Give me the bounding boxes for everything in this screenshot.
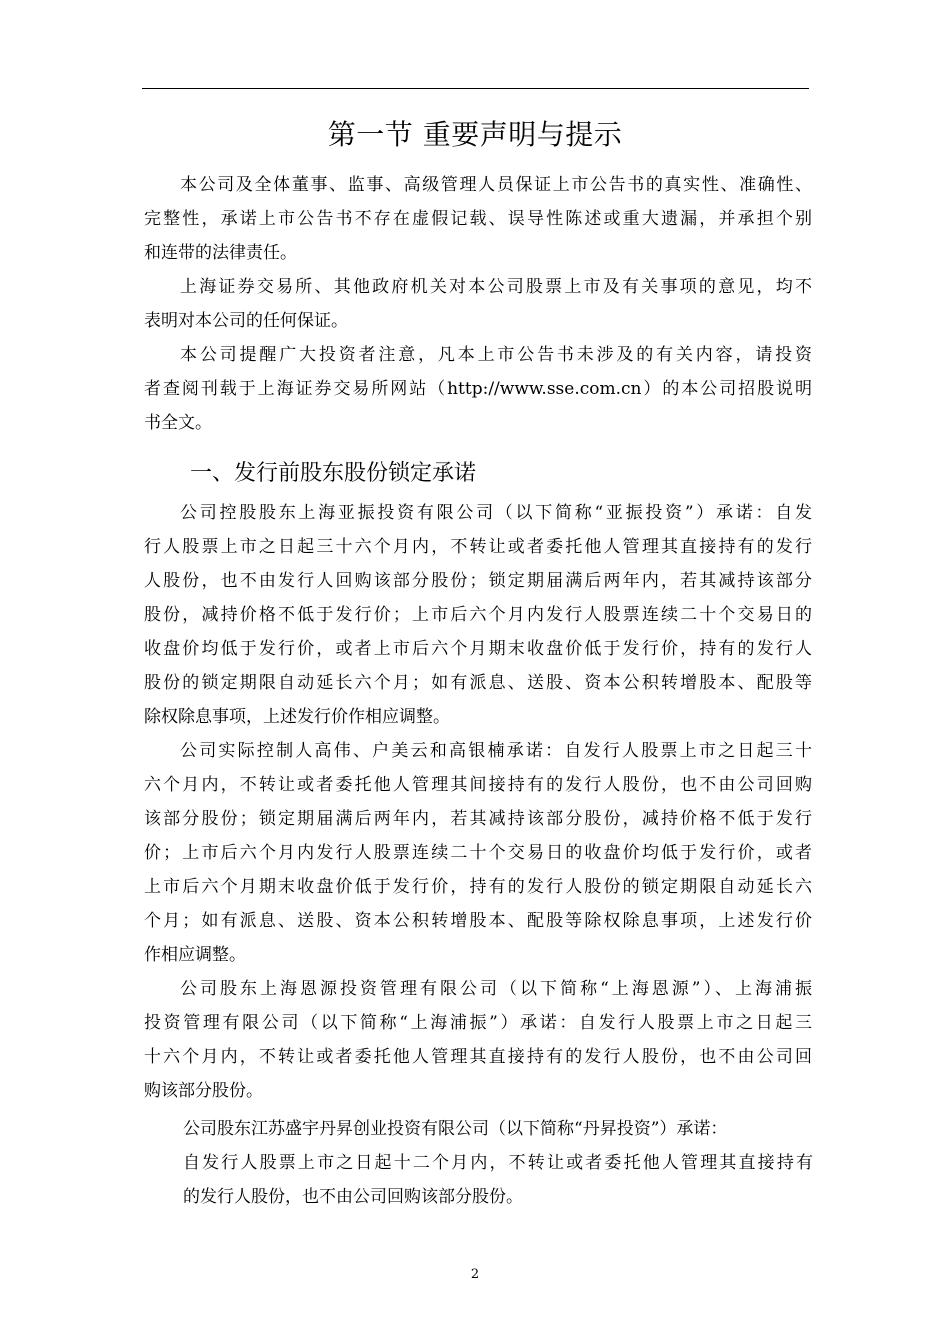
declaration-paragraph-sse: [144, 270, 812, 338]
header-rule: [142, 88, 809, 89]
paragraph-line: 书全文。: [144, 413, 212, 433]
paragraph-line: 人股份，也不由发行人回购该部分股份；锁定期届满后两年内，若其减持该部分: [144, 571, 812, 591]
declaration-paragraph-reminder: [144, 338, 812, 440]
paragraph-line: 完整性，承诺上市公告书不存在虚假记载、误导性陈述或重大遗漏，并承担个别: [144, 209, 812, 229]
paragraph-line: 收盘价均低于发行价，或者上市后六个月期末收盘价低于发行价，持有的发行人: [144, 639, 812, 659]
paragraph-line: 公司控股股东上海亚振投资有限公司（以下简称“亚振投资”）承诺：自发: [180, 503, 812, 523]
paragraph-line: 除权除息事项，上述发行价作相应调整。: [144, 707, 450, 727]
paragraph-line: 的发行人股份，也不由公司回购该部分股份。: [183, 1187, 523, 1207]
paragraph-line: 作相应调整。: [144, 945, 246, 965]
commitment-paragraph-actual-controller: [144, 734, 812, 972]
paragraph-line: 六个月内，不转让或者委托他人管理其间接持有的发行人股份，也不由公司回购: [144, 775, 812, 795]
paragraph-line: 和连带的法律责任。: [144, 243, 297, 263]
paragraph-line: 股份，减持价格不低于发行价；上市后六个月内发行人股票连续二十个交易日的: [144, 605, 812, 625]
page-title: 第一节 重要声明与提示: [327, 118, 623, 151]
paragraph-line: 自发行人股票上市之日起十二个月内，不转让或者委托他人管理其直接持有: [183, 1153, 813, 1173]
paragraph-line: 十六个月内，不转让或者委托他人管理其直接持有的发行人股份，也不由公司回: [144, 1047, 812, 1067]
section-heading: 一、发行前股东股份锁定承诺: [190, 461, 477, 486]
paragraph-line: 公司实际控制人高伟、户美云和高银楠承诺：自发行人股票上市之日起三十: [180, 741, 812, 761]
paragraph-line: 购该部分股份。: [144, 1081, 263, 1101]
paragraph-line: 价；上市后六个月内发行人股票连续二十个交易日的收盘价均低于发行价，或者: [144, 843, 812, 863]
declaration-paragraph-accuracy: [144, 168, 812, 270]
commitment-paragraph-controlling-shareholder: [144, 496, 812, 734]
paragraph-line: 者查阅刊载于上海证券交易所网站（http://www.sse.com.cn）的本公司招股说明: [144, 379, 812, 399]
paragraph-line: 本公司及全体董事、监事、高级管理人员保证上市公告书的真实性、准确性、: [180, 175, 812, 195]
paragraph-line: 股份的锁定期限自动延长六个月；如有派息、送股、资本公积转增股本、配股等: [144, 673, 812, 693]
paragraph-line: 本公司提醒广大投资者注意，凡本上市公告书未涉及的有关内容，请投资: [180, 345, 812, 365]
paragraph-line: 公司股东上海恩源投资管理有限公司（以下简称“上海恩源”）、上海浦振: [180, 979, 812, 999]
paragraph-line: 上海证券交易所、其他政府机关对本公司股票上市及有关事项的意见，均不: [180, 277, 812, 297]
commitment-paragraph-venture-investor: [183, 1112, 813, 1214]
paragraph-line: 表明对本公司的任何保证。: [144, 311, 348, 331]
paragraph-line: 公司股东江苏盛宇丹昇创业投资有限公司（以下简称“丹昇投资”）承诺：: [183, 1119, 728, 1139]
paragraph-line: 投资管理有限公司（以下简称“上海浦振”）承诺：自发行人股票上市之日起三: [144, 1013, 812, 1033]
commitment-paragraph-other-shareholders: [144, 972, 812, 1108]
paragraph-line: 行人股票上市之日起三十六个月内，不转让或者委托他人管理其直接持有的发行: [144, 537, 812, 557]
paragraph-line: 个月；如有派息、送股、资本公积转增股本、配股等除权除息事项，上述发行价: [144, 911, 812, 931]
paragraph-line: 该部分股份；锁定期届满后两年内，若其减持该部分股份，减持价格不低于发行: [144, 809, 812, 829]
page-number: 2: [470, 1267, 480, 1282]
paragraph-line: 上市后六个月期末收盘价低于发行价，持有的发行人股份的锁定期限自动延长六: [144, 877, 812, 897]
